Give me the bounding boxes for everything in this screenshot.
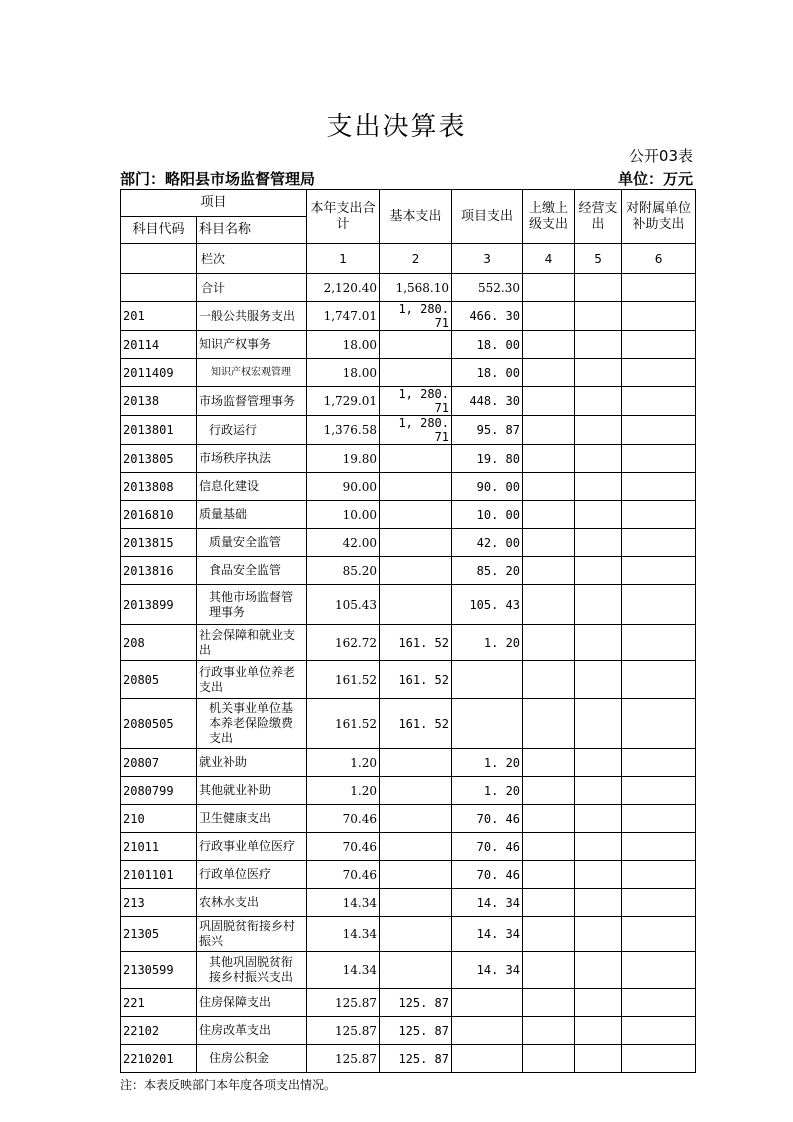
subsidy-amount <box>622 302 696 331</box>
total-amount: 18.00 <box>307 331 380 359</box>
subject-code: 21305 <box>121 917 197 952</box>
subject-code: 221 <box>121 989 197 1017</box>
upper-amount <box>523 1045 575 1073</box>
table-row <box>121 833 696 861</box>
total-amount: 125.87 <box>307 1017 380 1045</box>
project-amount: 42. 00 <box>452 529 523 557</box>
subsidy-amount <box>622 557 696 585</box>
upper-amount <box>523 416 575 445</box>
subsidy-amount <box>622 861 696 889</box>
total-amount: 1.20 <box>307 749 380 777</box>
table-row <box>121 889 696 917</box>
form-number: 公开03表 <box>628 147 693 165</box>
total-amount: 1.20 <box>307 777 380 805</box>
subject-name: 住房公积金 <box>197 1045 307 1073</box>
basic-amount: 161. 52 <box>380 699 452 749</box>
business-amount <box>575 331 622 359</box>
subject-code: 20805 <box>121 661 197 699</box>
total-amount: 14.34 <box>307 952 380 989</box>
table-row <box>121 917 696 952</box>
project-amount: 18. 00 <box>452 331 523 359</box>
table-row <box>121 952 696 989</box>
upper-amount <box>523 1017 575 1045</box>
subject-name: 市场监督管理事务 <box>197 387 307 416</box>
subject-name: 住房保障支出 <box>197 989 307 1017</box>
subject-code: 2210201 <box>121 1045 197 1073</box>
upper-amount <box>523 331 575 359</box>
upper-amount <box>523 889 575 917</box>
project-amount: 448. 30 <box>452 387 523 416</box>
subject-name: 社会保障和就业支出 <box>197 625 307 661</box>
subsidy-amount <box>622 889 696 917</box>
business-amount <box>575 699 622 749</box>
upper-amount <box>523 777 575 805</box>
header-basic: 基本支出 <box>380 190 452 244</box>
table-row <box>121 1017 696 1045</box>
project-amount: 70. 46 <box>452 805 523 833</box>
header-upper: 上缴上级支出 <box>523 190 575 244</box>
basic-amount <box>380 557 452 585</box>
department-label: 部门：略阳县市场监督管理局 <box>120 170 316 188</box>
subject-name: 农林水支出 <box>197 889 307 917</box>
subject-code: 2011409 <box>121 359 197 387</box>
blank-cell <box>575 274 622 302</box>
table-row <box>121 302 696 331</box>
col-index-label: 栏次 <box>197 244 307 274</box>
col-index-5: 5 <box>575 244 622 274</box>
total-amount: 70.46 <box>307 833 380 861</box>
summary-basic: 1,568.10 <box>380 274 452 302</box>
total-amount: 85.20 <box>307 557 380 585</box>
subject-code: 2013816 <box>121 557 197 585</box>
subject-name: 住房改革支出 <box>197 1017 307 1045</box>
basic-amount <box>380 585 452 625</box>
subsidy-amount <box>622 917 696 952</box>
subject-name: 知识产权事务 <box>197 331 307 359</box>
subject-name: 行政运行 <box>197 416 307 445</box>
project-amount: 466. 30 <box>452 302 523 331</box>
basic-amount <box>380 777 452 805</box>
subsidy-amount <box>622 833 696 861</box>
table-row <box>121 473 696 501</box>
basic-amount <box>380 445 452 473</box>
upper-amount <box>523 661 575 699</box>
project-amount: 85. 20 <box>452 557 523 585</box>
project-amount: 14. 34 <box>452 917 523 952</box>
business-amount <box>575 473 622 501</box>
upper-amount <box>523 833 575 861</box>
total-amount: 125.87 <box>307 989 380 1017</box>
business-amount <box>575 501 622 529</box>
summary-row <box>121 274 696 302</box>
business-amount <box>575 1017 622 1045</box>
business-amount <box>575 445 622 473</box>
subject-name: 其他市场监督管理事务 <box>197 585 307 625</box>
col-index-1: 1 <box>307 244 380 274</box>
table-row <box>121 387 696 416</box>
table-row <box>121 501 696 529</box>
project-amount: 14. 34 <box>452 952 523 989</box>
project-amount <box>452 1017 523 1045</box>
header-project-expense: 项目支出 <box>452 190 523 244</box>
subject-name: 巩固脱贫衔接乡村振兴 <box>197 917 307 952</box>
unit-label: 单位：万元 <box>617 170 693 188</box>
total-amount: 1,376.58 <box>307 416 380 445</box>
upper-amount <box>523 501 575 529</box>
subsidy-amount <box>622 777 696 805</box>
subsidy-amount <box>622 501 696 529</box>
subject-name: 市场秩序执法 <box>197 445 307 473</box>
subject-name: 机关事业单位基本养老保险缴费支出 <box>197 699 307 749</box>
footnote: 注：本表反映部门本年度各项支出情况。 <box>120 1078 337 1092</box>
total-amount: 18.00 <box>307 359 380 387</box>
business-amount <box>575 833 622 861</box>
subsidy-amount <box>622 529 696 557</box>
subject-code: 2016810 <box>121 501 197 529</box>
basic-amount <box>380 501 452 529</box>
subject-code: 2013815 <box>121 529 197 557</box>
table-row <box>121 1045 696 1073</box>
table-row <box>121 529 696 557</box>
subsidy-amount <box>622 805 696 833</box>
subsidy-amount <box>622 387 696 416</box>
table-row <box>121 777 696 805</box>
project-amount <box>452 661 523 699</box>
upper-amount <box>523 445 575 473</box>
subject-code: 2080505 <box>121 699 197 749</box>
upper-amount <box>523 861 575 889</box>
project-amount: 14. 34 <box>452 889 523 917</box>
subsidy-amount <box>622 952 696 989</box>
basic-amount: 1, 280. 71 <box>380 416 452 445</box>
business-amount <box>575 952 622 989</box>
total-amount: 14.34 <box>307 917 380 952</box>
basic-amount <box>380 833 452 861</box>
upper-amount <box>523 805 575 833</box>
table-row <box>121 416 696 445</box>
subsidy-amount <box>622 473 696 501</box>
upper-amount <box>523 952 575 989</box>
table-row <box>121 805 696 833</box>
subject-code: 208 <box>121 625 197 661</box>
basic-amount <box>380 889 452 917</box>
basic-amount <box>380 861 452 889</box>
business-amount <box>575 805 622 833</box>
subsidy-amount <box>622 359 696 387</box>
subsidy-amount <box>622 989 696 1017</box>
col-index-6: 6 <box>622 244 696 274</box>
project-amount <box>452 989 523 1017</box>
table-row <box>121 861 696 889</box>
blank-cell <box>622 274 696 302</box>
subject-code: 21011 <box>121 833 197 861</box>
subsidy-amount <box>622 699 696 749</box>
business-amount <box>575 917 622 952</box>
subsidy-amount <box>622 585 696 625</box>
blank-cell <box>523 274 575 302</box>
upper-amount <box>523 302 575 331</box>
upper-amount <box>523 529 575 557</box>
basic-amount <box>380 805 452 833</box>
subsidy-amount <box>622 416 696 445</box>
business-amount <box>575 889 622 917</box>
business-amount <box>575 302 622 331</box>
project-amount <box>452 1045 523 1073</box>
total-amount: 162.72 <box>307 625 380 661</box>
page-title: 支出决算表 <box>326 112 467 142</box>
project-amount: 18. 00 <box>452 359 523 387</box>
project-amount: 19. 80 <box>452 445 523 473</box>
basic-amount: 1, 280. 71 <box>380 302 452 331</box>
header-total: 本年支出合计 <box>307 190 380 244</box>
subsidy-amount <box>622 749 696 777</box>
subject-code: 2013805 <box>121 445 197 473</box>
subsidy-amount <box>622 331 696 359</box>
basic-amount <box>380 473 452 501</box>
project-amount: 70. 46 <box>452 833 523 861</box>
subject-name: 行政单位医疗 <box>197 861 307 889</box>
upper-amount <box>523 473 575 501</box>
subject-name: 食品安全监管 <box>197 557 307 585</box>
subject-name: 行政事业单位养老支出 <box>197 661 307 699</box>
basic-amount: 1, 280. 71 <box>380 387 452 416</box>
upper-amount <box>523 699 575 749</box>
table-row <box>121 749 696 777</box>
blank-cell <box>121 244 197 274</box>
col-index-3: 3 <box>452 244 523 274</box>
business-amount <box>575 861 622 889</box>
subject-code: 210 <box>121 805 197 833</box>
total-amount: 10.00 <box>307 501 380 529</box>
subject-name: 质量安全监管 <box>197 529 307 557</box>
business-amount <box>575 777 622 805</box>
subject-code: 2130599 <box>121 952 197 989</box>
table-row <box>121 557 696 585</box>
business-amount <box>575 529 622 557</box>
subject-name: 行政事业单位医疗 <box>197 833 307 861</box>
project-amount: 1. 20 <box>452 777 523 805</box>
project-amount: 95. 87 <box>452 416 523 445</box>
total-amount: 161.52 <box>307 661 380 699</box>
subject-code: 2013899 <box>121 585 197 625</box>
subsidy-amount <box>622 1045 696 1073</box>
business-amount <box>575 585 622 625</box>
project-amount: 1. 20 <box>452 625 523 661</box>
basic-amount <box>380 952 452 989</box>
basic-amount <box>380 917 452 952</box>
blank-cell <box>121 274 197 302</box>
business-amount <box>575 359 622 387</box>
subject-code: 20138 <box>121 387 197 416</box>
subject-code: 2013808 <box>121 473 197 501</box>
total-amount: 161.52 <box>307 699 380 749</box>
col-index-4: 4 <box>523 244 575 274</box>
subject-code: 201 <box>121 302 197 331</box>
table-row <box>121 585 696 625</box>
subject-code: 20114 <box>121 331 197 359</box>
basic-amount <box>380 359 452 387</box>
subject-code: 22102 <box>121 1017 197 1045</box>
column-index-row <box>121 244 696 274</box>
project-amount: 1. 20 <box>452 749 523 777</box>
table-row <box>121 661 696 699</box>
summary-label: 合计 <box>197 274 307 302</box>
business-amount <box>575 625 622 661</box>
upper-amount <box>523 749 575 777</box>
basic-amount <box>380 749 452 777</box>
upper-amount <box>523 917 575 952</box>
total-amount: 105.43 <box>307 585 380 625</box>
subject-name: 其他就业补助 <box>197 777 307 805</box>
subsidy-amount <box>622 661 696 699</box>
subject-code: 2101101 <box>121 861 197 889</box>
subject-name: 知识产权宏观管理 <box>197 359 307 387</box>
subject-name: 就业补助 <box>197 749 307 777</box>
subject-name: 其他巩固脱贫衔接乡村振兴支出 <box>197 952 307 989</box>
total-amount: 42.00 <box>307 529 380 557</box>
subject-code: 213 <box>121 889 197 917</box>
project-amount: 10. 00 <box>452 501 523 529</box>
subject-name: 卫生健康支出 <box>197 805 307 833</box>
business-amount <box>575 387 622 416</box>
business-amount <box>575 416 622 445</box>
subject-code: 2080799 <box>121 777 197 805</box>
header-subsidy: 对附属单位补助支出 <box>622 190 696 244</box>
table-row <box>121 445 696 473</box>
subject-name: 质量基础 <box>197 501 307 529</box>
upper-amount <box>523 625 575 661</box>
business-amount <box>575 1045 622 1073</box>
header-code: 科目代码 <box>121 217 197 244</box>
subsidy-amount <box>622 625 696 661</box>
subsidy-amount <box>622 445 696 473</box>
project-amount: 105. 43 <box>452 585 523 625</box>
total-amount: 1,729.01 <box>307 387 380 416</box>
project-amount <box>452 699 523 749</box>
table-row <box>121 625 696 661</box>
business-amount <box>575 557 622 585</box>
subject-name: 信息化建设 <box>197 473 307 501</box>
basic-amount <box>380 331 452 359</box>
business-amount <box>575 989 622 1017</box>
header-business: 经营支出 <box>575 190 622 244</box>
upper-amount <box>523 557 575 585</box>
subject-code: 20807 <box>121 749 197 777</box>
subject-code: 2013801 <box>121 416 197 445</box>
total-amount: 125.87 <box>307 1045 380 1073</box>
basic-amount: 125. 87 <box>380 1017 452 1045</box>
table-row <box>121 359 696 387</box>
table-row <box>121 331 696 359</box>
basic-amount: 161. 52 <box>380 661 452 699</box>
expenditure-table <box>120 189 696 1073</box>
upper-amount <box>523 387 575 416</box>
total-amount: 70.46 <box>307 861 380 889</box>
business-amount <box>575 749 622 777</box>
business-amount <box>575 661 622 699</box>
total-amount: 70.46 <box>307 805 380 833</box>
summary-project: 552.30 <box>452 274 523 302</box>
basic-amount: 125. 87 <box>380 1045 452 1073</box>
basic-amount <box>380 529 452 557</box>
project-amount: 70. 46 <box>452 861 523 889</box>
table-row <box>121 989 696 1017</box>
table-row <box>121 699 696 749</box>
basic-amount: 125. 87 <box>380 989 452 1017</box>
header-project: 项目 <box>121 190 307 217</box>
col-index-2: 2 <box>380 244 452 274</box>
upper-amount <box>523 989 575 1017</box>
basic-amount: 161. 52 <box>380 625 452 661</box>
upper-amount <box>523 585 575 625</box>
total-amount: 14.34 <box>307 889 380 917</box>
project-amount: 90. 00 <box>452 473 523 501</box>
total-amount: 1,747.01 <box>307 302 380 331</box>
total-amount: 19.80 <box>307 445 380 473</box>
summary-total: 2,120.40 <box>307 274 380 302</box>
subject-name: 一般公共服务支出 <box>197 302 307 331</box>
total-amount: 90.00 <box>307 473 380 501</box>
upper-amount <box>523 359 575 387</box>
header-name: 科目名称 <box>197 217 307 244</box>
subsidy-amount <box>622 1017 696 1045</box>
